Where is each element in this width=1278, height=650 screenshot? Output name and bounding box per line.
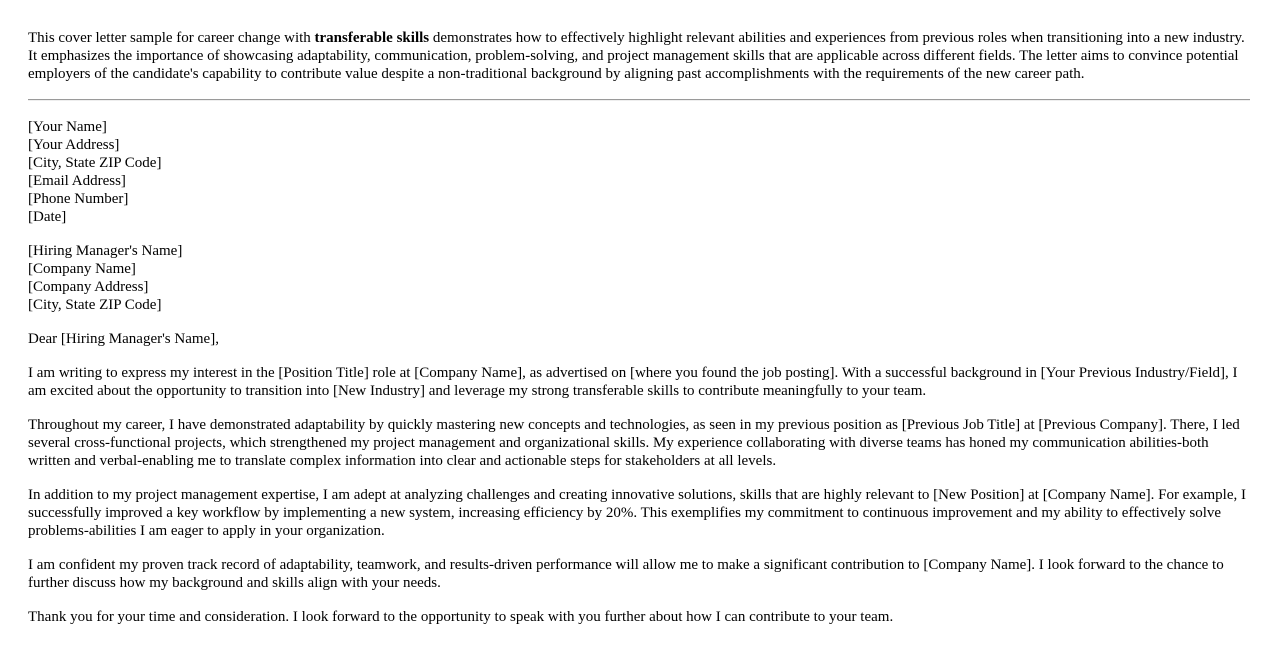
letter-salutation: Dear [Hiring Manager's Name],	[28, 331, 219, 347]
letter-paragraph-closing: Thank you for your time and consideration. I look forward to the opportunity to speak with you further about how I can contribute to your team.	[28, 609, 894, 625]
letter-paragraph-confidence: I am confident my proven track record of adaptability, teamwork, and results-driven performance will allow me to make a significant contribution to [Company Name]. I look forward to the chance to further discuss how my background and skills align with your needs.	[28, 557, 1224, 591]
letter-paragraph-problem-solving: In addition to my project management expertise, I am adept at analyzing challenges and creating innovative solutions, skills that are highly relevant to [New Position] at [Company Name]. For example, I successfully improved a key workflow by implementing a new system, increasing efficiency by 20%. This exemplifies my commitment to continuous improvement and my ability to effectively solve problems-abilities I am eager to apply in your organization.	[28, 487, 1246, 539]
recipient-company-address: [Company Address]	[28, 279, 149, 295]
sender-city-state-zip: [City, State ZIP Code]	[28, 155, 162, 171]
recipient-address-block	[28, 242, 1250, 314]
sender-email: [Email Address]	[28, 173, 126, 189]
letter-paragraph-interest: I am writing to express my interest in the [Position Title] role at [Company Name], as advertised on [where you found the job posting]. With a successful background in [Your Previous Industry/Field], I am excited about the opportunity to transition into [New Industry] and leverage my strong transferable skills to contribute meaningfully to your team.	[28, 365, 1238, 399]
letter-date: [Date]	[28, 209, 67, 225]
intro-bold-keyword: transferable skills	[314, 30, 430, 46]
recipient-city-state-zip: [City, State ZIP Code]	[28, 297, 162, 313]
intro-rest: demonstrates how to effectively highlight relevant abilities and experiences from previous roles when transitioning into a new industry. It emphasizes the importance of showcasing adaptability, communication, problem-solving, and project management skills that are applicable across different fields. The letter aims to convince potential employers of the candidate's capability to contribute value despite a non-traditional background by aligning past accomplishments with the requirements of the new career path.	[28, 30, 1245, 82]
sender-phone: [Phone Number]	[28, 191, 129, 207]
recipient-name: [Hiring Manager's Name]	[28, 243, 183, 259]
sender-address: [Your Address]	[28, 137, 120, 153]
letter-paragraph-adaptability: Throughout my career, I have demonstrated adaptability by quickly mastering new concepts and technologies, as seen in my previous position as [Previous Job Title] at [Previous Company]. There, I led several cross-functional projects, which strengthened my project management and organizational skills. My experience collaborating with diverse teams has honed my communication abilities-both written and verbal-enabling me to translate complex information into clear and actionable steps for stakeholders at all levels.	[28, 417, 1240, 469]
sender-name: [Your Name]	[28, 119, 107, 135]
intro-lead: This cover letter sample for career change with	[28, 30, 315, 46]
sender-address-block	[28, 118, 1250, 226]
intro-paragraph	[28, 29, 1250, 83]
section-divider	[28, 99, 1250, 101]
recipient-company: [Company Name]	[28, 261, 136, 277]
